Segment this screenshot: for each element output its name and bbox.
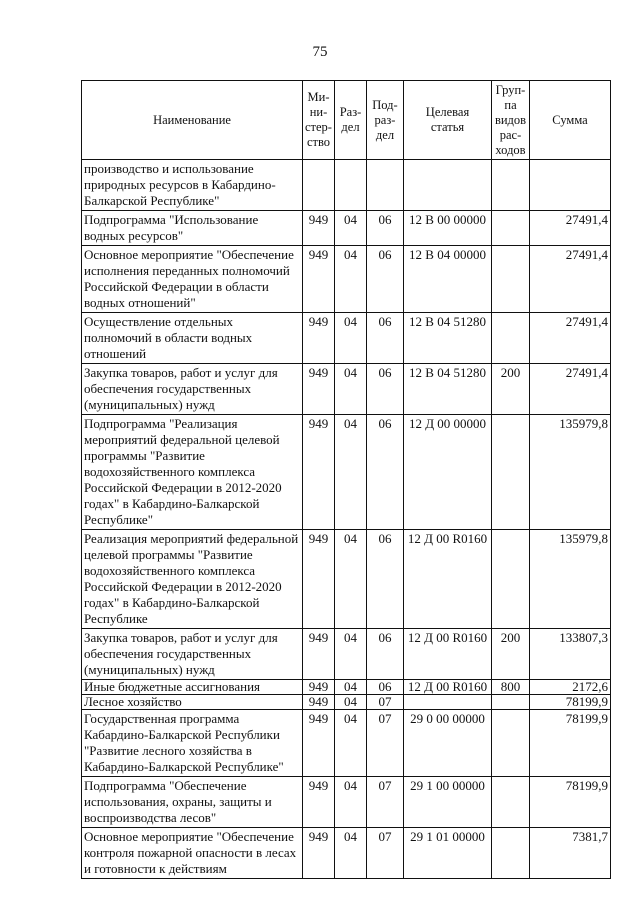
row-sum	[530, 160, 611, 211]
row-sum: 27491,4	[530, 246, 611, 313]
row-section: 04	[335, 828, 367, 879]
row-target: 12 Д 00 R0160	[404, 629, 492, 680]
row-ministry: 949	[303, 415, 335, 530]
row-subsection: 06	[367, 530, 404, 629]
row-subsection: 06	[367, 680, 404, 695]
table-row	[82, 828, 611, 879]
row-subsection: 07	[367, 695, 404, 710]
header-name: Наименование	[82, 81, 303, 160]
row-sum: 2172,6	[530, 680, 611, 695]
row-sum: 27491,4	[530, 313, 611, 364]
row-subsection	[367, 160, 404, 211]
table-row	[82, 629, 611, 680]
table-row	[82, 160, 611, 211]
row-sum: 133807,3	[530, 629, 611, 680]
row-target: 29 1 00 00000	[404, 777, 492, 828]
row-group: 200	[492, 629, 530, 680]
row-ministry: 949	[303, 211, 335, 246]
table-row	[82, 710, 611, 777]
row-target: 12 Д 00 R0160	[404, 680, 492, 695]
row-subsection: 07	[367, 828, 404, 879]
row-target: 12 Д 00 R0160	[404, 530, 492, 629]
row-ministry: 949	[303, 629, 335, 680]
row-subsection: 06	[367, 211, 404, 246]
row-sum: 27491,4	[530, 364, 611, 415]
row-target	[404, 695, 492, 710]
row-name: Подпрограмма "Использование водных ресурсов"	[82, 211, 303, 246]
row-group	[492, 710, 530, 777]
table-row	[82, 695, 611, 710]
row-ministry: 949	[303, 710, 335, 777]
row-target: 29 0 00 00000	[404, 710, 492, 777]
row-section: 04	[335, 777, 367, 828]
row-sum: 78199,9	[530, 710, 611, 777]
row-section: 04	[335, 415, 367, 530]
row-name: Реализация мероприятий федеральной целевой программы "Развитие водохозяйственного комплекса Российской Федерации в 2012-2020 годах" в Кабардино-Балкарской Республике	[82, 530, 303, 629]
row-section	[335, 160, 367, 211]
row-subsection: 06	[367, 246, 404, 313]
header-target: Целевая статья	[404, 81, 492, 160]
row-name: Закупка товаров, работ и услуг для обеспечения государственных (муниципальных) нужд	[82, 629, 303, 680]
row-name: Подпрограмма "Реализация мероприятий федеральной целевой программы "Развитие водохозяйственного комплекса Российской Федерации в 2012-2020 годах" в Кабардино-Балкарской Республике"	[82, 415, 303, 530]
header-expense-group: Груп- па видов рас- ходов	[492, 81, 530, 160]
budget-table	[81, 80, 611, 879]
row-target: 12 В 04 00000	[404, 246, 492, 313]
table-row	[82, 246, 611, 313]
row-name: Иные бюджетные ассигнования	[82, 680, 303, 695]
row-section: 04	[335, 530, 367, 629]
row-group: 200	[492, 364, 530, 415]
row-name: Основное мероприятие "Обеспечение контроля пожарной опасности в лесах и готовности к действиям	[82, 828, 303, 879]
row-group	[492, 777, 530, 828]
row-target: 12 Д 00 00000	[404, 415, 492, 530]
row-section: 04	[335, 695, 367, 710]
row-group	[492, 313, 530, 364]
row-sum: 78199,9	[530, 777, 611, 828]
row-ministry: 949	[303, 364, 335, 415]
row-group	[492, 415, 530, 530]
row-subsection: 06	[367, 415, 404, 530]
table-row	[82, 777, 611, 828]
header-sum: Сумма	[530, 81, 611, 160]
row-name: Основное мероприятие "Обеспечение исполнения переданных полномочий Российской Федерации в области водных отношений"	[82, 246, 303, 313]
row-sum: 7381,7	[530, 828, 611, 879]
row-ministry: 949	[303, 695, 335, 710]
row-group	[492, 530, 530, 629]
table-row	[82, 415, 611, 530]
table-row	[82, 313, 611, 364]
row-sum: 135979,8	[530, 415, 611, 530]
row-section: 04	[335, 211, 367, 246]
row-name: Закупка товаров, работ и услуг для обеспечения государственных (муниципальных) нужд	[82, 364, 303, 415]
table-row	[82, 211, 611, 246]
row-subsection: 07	[367, 710, 404, 777]
row-target	[404, 160, 492, 211]
row-subsection: 06	[367, 364, 404, 415]
row-ministry: 949	[303, 828, 335, 879]
row-name: производство и использование природных ресурсов в Кабардино-Балкарской Республике"	[82, 160, 303, 211]
row-group	[492, 160, 530, 211]
row-section: 04	[335, 364, 367, 415]
table-row	[82, 364, 611, 415]
row-name: Подпрограмма "Обеспечение использования, охраны, защиты и воспроизводства лесов"	[82, 777, 303, 828]
row-section: 04	[335, 246, 367, 313]
header-section: Раз- дел	[335, 81, 367, 160]
header-ministry: Ми- ни- стер- ство	[303, 81, 335, 160]
row-sum: 78199,9	[530, 695, 611, 710]
row-name: Лесное хозяйство	[82, 695, 303, 710]
row-group	[492, 211, 530, 246]
row-subsection: 06	[367, 313, 404, 364]
row-target: 29 1 01 00000	[404, 828, 492, 879]
header-subsection: Под- раз- дел	[367, 81, 404, 160]
row-name: Осуществление отдельных полномочий в области водных отношений	[82, 313, 303, 364]
row-target: 12 В 04 51280	[404, 364, 492, 415]
row-target: 12 В 00 00000	[404, 211, 492, 246]
row-group	[492, 246, 530, 313]
row-ministry: 949	[303, 530, 335, 629]
row-target: 12 В 04 51280	[404, 313, 492, 364]
row-group	[492, 828, 530, 879]
row-group: 800	[492, 680, 530, 695]
table-row	[82, 530, 611, 629]
table-header-row	[82, 81, 611, 160]
row-subsection: 07	[367, 777, 404, 828]
row-section: 04	[335, 680, 367, 695]
row-section: 04	[335, 710, 367, 777]
row-ministry: 949	[303, 313, 335, 364]
row-ministry: 949	[303, 246, 335, 313]
row-ministry	[303, 160, 335, 211]
row-group	[492, 695, 530, 710]
row-ministry: 949	[303, 777, 335, 828]
row-name: Государственная программа Кабардино-Балкарской Республики "Развитие лесного хозяйства в Кабардино-Балкарской Республике"	[82, 710, 303, 777]
row-section: 04	[335, 629, 367, 680]
row-sum: 27491,4	[530, 211, 611, 246]
row-ministry: 949	[303, 680, 335, 695]
page-number: 75	[312, 44, 328, 60]
row-sum: 135979,8	[530, 530, 611, 629]
table-row	[82, 680, 611, 695]
row-section: 04	[335, 313, 367, 364]
row-subsection: 06	[367, 629, 404, 680]
